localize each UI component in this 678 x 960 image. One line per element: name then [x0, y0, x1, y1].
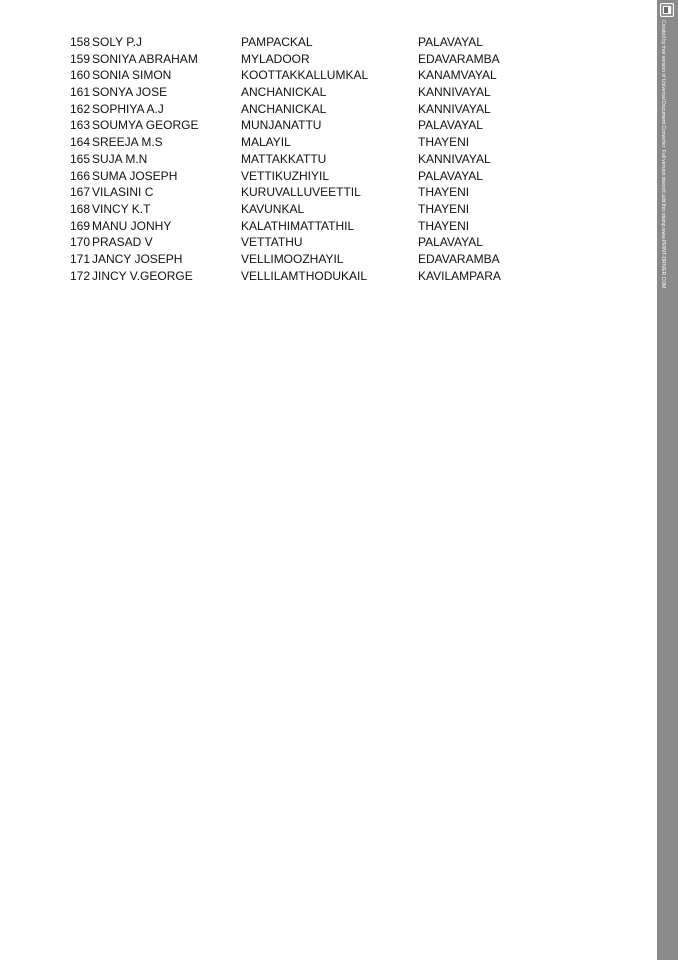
place-name: KANNIVAYAL: [418, 85, 491, 100]
member-name: SOUMYA GEORGE: [92, 118, 199, 133]
row-number: 164: [69, 135, 90, 150]
list-row: [0, 67, 657, 84]
list-row: [0, 168, 657, 185]
place-name: THAYENI: [418, 218, 470, 233]
member-name: SOLY P.J: [92, 35, 143, 49]
member-name: SONIYA ABRAHAM: [92, 51, 198, 66]
list-row: [0, 184, 657, 201]
watermark-text: [659, 20, 677, 320]
list-row: [0, 234, 657, 251]
house-name: MUNJANATTU: [241, 118, 322, 133]
member-name: MANU JONHY: [92, 218, 172, 233]
member-name: SOPHIYA A.J: [92, 101, 164, 116]
converter-watermark-strip: [657, 0, 678, 960]
house-name: MATTAKKATTU: [241, 151, 327, 166]
member-list: [0, 34, 657, 284]
row-number: 172: [69, 268, 90, 283]
place-name: EDAVARAMBA: [418, 251, 500, 266]
row-number: 171: [69, 251, 90, 266]
row-number: 159: [69, 51, 90, 66]
member-name: SUMA JOSEPH: [92, 168, 178, 183]
row-number: 160: [69, 68, 90, 83]
member-name: JANCY JOSEPH: [92, 251, 183, 266]
house-name: ANCHANICKAL: [241, 85, 327, 100]
list-row: [0, 134, 657, 151]
place-name: PALAVAYAL: [418, 168, 483, 183]
house-name: KURUVALLUVEETTIL: [241, 185, 361, 200]
row-number: 170: [69, 235, 90, 250]
list-row: [0, 201, 657, 218]
house-name: ANCHANICKAL: [241, 101, 327, 116]
row-number: 163: [69, 118, 90, 133]
row-number: 161: [69, 85, 90, 100]
list-row: [0, 34, 657, 51]
place-name: KANNIVAYAL: [418, 101, 491, 116]
place-name: PALAVAYAL: [418, 118, 483, 133]
list-row: [0, 251, 657, 268]
place-name: THAYENI: [418, 185, 470, 200]
member-name: SREEJA M.S: [92, 135, 163, 150]
document-converter-logo-icon: [660, 3, 674, 17]
place-name: THAYENI: [418, 135, 470, 150]
member-name: SONYA JOSE: [92, 85, 168, 100]
place-name: KANNIVAYAL: [418, 151, 491, 166]
place-name: PALAVAYAL: [418, 35, 483, 49]
row-number: 158: [69, 35, 90, 49]
house-name: VETTIKUZHIYIL: [241, 168, 330, 183]
place-name: EDAVARAMBA: [418, 51, 500, 66]
row-number: 166: [69, 168, 90, 183]
house-name: PAMPACKAL: [241, 35, 313, 49]
place-name: KANAMVAYAL: [418, 68, 497, 83]
list-row: [0, 84, 657, 101]
house-name: MYLADOOR: [241, 51, 310, 66]
house-name: VETTATHU: [241, 235, 303, 250]
house-name: VELLIMOOZHAYIL: [241, 251, 344, 266]
list-row: [0, 268, 657, 285]
row-number: 165: [69, 151, 90, 166]
house-name: KAVUNKAL: [241, 201, 305, 216]
row-number: 162: [69, 101, 90, 116]
member-name: SUJA M.N: [92, 151, 148, 166]
row-number: 169: [69, 218, 90, 233]
watermark-line-2: www.PRINT-DRIVER.COM: [660, 228, 666, 289]
member-name: VILASINI C: [92, 185, 154, 200]
member-name: SONIA SIMON: [92, 68, 172, 83]
house-name: KOOTTAKKALLUMKAL: [241, 68, 369, 83]
list-row: [0, 101, 657, 118]
place-name: PALAVAYAL: [418, 235, 483, 250]
member-name: JINCY V.GEORGE: [92, 268, 193, 283]
member-name: PRASAD V: [92, 235, 153, 250]
list-row: [0, 117, 657, 134]
place-name: KAVILAMPARA: [418, 268, 501, 283]
house-name: VELLILAMTHODUKAIL: [241, 268, 368, 283]
list-row: [0, 151, 657, 168]
watermark-line-1: Created by free version of Universal Document Converter. Full version doesn't add this stamp.: [660, 20, 666, 228]
list-row: [0, 51, 657, 68]
row-number: 168: [69, 201, 90, 216]
place-name: THAYENI: [418, 201, 470, 216]
house-name: KALATHIMATTATHIL: [241, 218, 355, 233]
house-name: MALAYIL: [241, 135, 291, 150]
list-row: [0, 218, 657, 235]
row-number: 167: [69, 185, 90, 200]
member-name: VINCY K.T: [92, 201, 151, 216]
